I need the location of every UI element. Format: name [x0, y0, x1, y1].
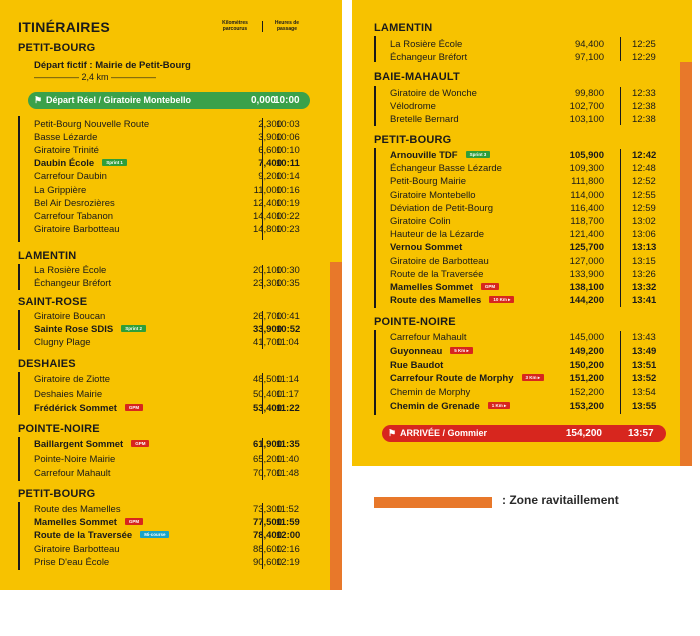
location-name: Giratoire de Wonche	[390, 88, 477, 99]
itinerary-row	[390, 372, 672, 385]
itinerary-row	[390, 202, 672, 215]
km-value: 133,900	[569, 268, 604, 280]
location-name: Chemin de Grenade 1 Km ▸	[390, 400, 510, 413]
location-name: Pointe-Noire Mairie	[34, 453, 116, 465]
km-column-header: Kilomètres parcourus	[222, 20, 248, 32]
section-title: POINTE-NOIRE	[374, 316, 456, 328]
location-name: Route des Mamelles	[34, 504, 121, 515]
itinerary-row	[390, 241, 672, 254]
location-name: Prise D'eau École	[34, 556, 110, 568]
km-value: 14,400	[252, 210, 282, 222]
time-value: 10:19	[276, 197, 300, 209]
km-value: 6,600	[258, 145, 282, 157]
time-value: 11:52	[276, 504, 300, 515]
depart-reel-km: 0,000	[250, 95, 276, 106]
itinerary-row	[390, 228, 672, 241]
itinerary-row	[34, 543, 316, 556]
itinerary-row	[34, 438, 316, 451]
time-value: 12:00	[276, 530, 301, 542]
itinerary-panel-left	[0, 0, 342, 590]
km-value: 20,100	[252, 265, 282, 276]
km-value: 70,700	[252, 468, 282, 479]
itinerary-row	[34, 323, 316, 336]
section-bar	[374, 86, 376, 126]
depart-fictif: Départ fictif : Mairie de Petit-Bourg	[34, 60, 191, 71]
location-name: Giratoire Boucan	[34, 311, 106, 322]
location-name: Vernou Sommet	[390, 242, 463, 254]
km-value: 150,200	[569, 359, 604, 371]
itinerary-row	[34, 453, 316, 466]
itinerary-row	[390, 51, 672, 64]
location-name: Route de la Traversée	[390, 268, 484, 280]
page-title: ITINÉRAIRES	[18, 19, 110, 35]
itinerary-row	[34, 467, 316, 480]
arrivee-time: 13:57	[628, 428, 654, 439]
location-name: La Rosière École	[34, 265, 107, 276]
time-value: 10:41	[276, 311, 300, 322]
category-badge: GPM	[481, 283, 499, 290]
time-value: 13:41	[632, 295, 657, 307]
arrivee-name: ARRIVÉE / Gommier	[400, 428, 488, 438]
km-value: 94,400	[574, 39, 604, 50]
time-value: 11:59	[276, 517, 300, 529]
km-value: 61,900	[252, 439, 282, 450]
itinerary-row	[34, 223, 316, 236]
time-value: 10:16	[276, 184, 300, 196]
km-value: 105,900	[569, 150, 604, 161]
location-name: Bretelle Bernard	[390, 114, 459, 125]
km-value: 50,400	[252, 388, 282, 400]
section-title: BAIE-MAHAULT	[374, 71, 460, 83]
location-name: Guyonneau 5 Km ▸	[390, 345, 473, 358]
km-value: 48,500	[252, 374, 282, 385]
km-value: 11,000	[253, 184, 282, 196]
section-title: PETIT-BOURG	[374, 134, 452, 146]
km-value: 144,200	[569, 295, 604, 307]
location-name: Mamelles Sommet GPM	[390, 281, 499, 294]
location-name: Arnouville TDF Sprint 3	[390, 149, 490, 162]
category-badge: Sprint 1	[102, 159, 127, 166]
location-name: Giratoire de Ziotte	[34, 374, 111, 385]
location-name: Giratoire Montebello	[390, 189, 476, 201]
km-value: 151,200	[569, 373, 604, 385]
itinerary-row	[390, 386, 672, 399]
itinerary-row	[34, 516, 316, 529]
location-name: Bel Air Desrozières	[34, 197, 115, 209]
time-value: 13:52	[632, 373, 657, 385]
itinerary-row	[390, 38, 672, 51]
km-value: 152,200	[569, 387, 604, 399]
km-value: 111,800	[571, 176, 604, 188]
itinerary-row	[34, 556, 316, 569]
itinerary-row	[34, 197, 316, 210]
time-value: 12:38	[632, 114, 656, 125]
time-value: 12:33	[632, 88, 656, 99]
location-name: Petit-Bourg Mairie	[390, 176, 467, 188]
itinerary-row	[34, 144, 316, 157]
category-badge: 10 Km ▸	[489, 296, 514, 303]
section-title: LAMENTIN	[18, 250, 77, 262]
location-name: Deshaies Mairie	[34, 388, 103, 400]
time-value: 10:30	[276, 265, 300, 276]
time-value: 13:55	[632, 401, 657, 412]
section-bar	[18, 502, 20, 570]
section-title: POINTE-NOIRE	[18, 423, 100, 435]
section-title: DESHAIES	[18, 358, 76, 370]
section-bar	[18, 264, 20, 290]
legend-text: : Zone ravitaillement	[502, 493, 619, 507]
flag-icon: ⚑	[34, 95, 43, 105]
itinerary-row	[390, 100, 672, 113]
itinerary-row	[34, 388, 316, 401]
itinerary-row	[390, 345, 672, 358]
itinerary-row	[390, 189, 672, 202]
category-badge: GPM	[131, 440, 149, 447]
time-value: 11:04	[276, 337, 300, 348]
km-value: 125,700	[569, 242, 604, 254]
time-value: 13:15	[632, 255, 656, 267]
location-name: Sainte Rose SDIS Sprint 2	[34, 323, 146, 336]
km-value: 23,300	[252, 278, 282, 289]
km-value: 88,600	[252, 543, 282, 555]
itinerary-row	[390, 294, 672, 307]
time-value: 11:14	[276, 374, 300, 385]
km-value: 12,400	[252, 197, 282, 209]
time-value: 13:32	[632, 282, 657, 293]
section-title: SAINT-ROSE	[18, 296, 88, 308]
time-value: 10:03	[276, 119, 300, 130]
location-name: Vélodrome	[390, 101, 436, 112]
flag-icon: ⚑	[388, 428, 397, 438]
category-badge: Mi-course	[140, 531, 169, 538]
section-bar	[374, 148, 376, 308]
km-value: 26,700	[252, 311, 282, 322]
itinerary-row	[34, 118, 316, 131]
time-value: 13:13	[632, 242, 657, 254]
location-name: La Grippière	[34, 184, 87, 196]
itinerary-row	[390, 268, 672, 281]
time-value: 13:49	[632, 345, 657, 357]
itinerary-row	[390, 113, 672, 126]
itinerary-row	[390, 281, 672, 294]
itinerary-row	[390, 215, 672, 228]
section-bar	[374, 330, 376, 415]
time-value: 12:29	[632, 51, 656, 63]
itinerary-row	[34, 373, 316, 386]
time-value: 12:55	[632, 189, 656, 201]
category-badge: 5 Km ▸	[450, 347, 473, 354]
km-value: 7,400	[258, 158, 282, 170]
time-value: 13:02	[632, 216, 656, 227]
km-value: 153,200	[569, 401, 604, 412]
time-value: 12:19	[276, 556, 300, 568]
location-name: Déviation de Petit-Bourg	[390, 202, 493, 214]
time-value: 11:22	[276, 403, 300, 414]
time-value: 10:52	[276, 324, 301, 335]
itinerary-row	[390, 175, 672, 188]
location-name: Route des Mamelles 10 Km ▸	[390, 294, 514, 307]
location-name: Clugny Plage	[34, 337, 91, 348]
itinerary-row	[390, 149, 672, 162]
time-value: 11:17	[276, 388, 300, 400]
time-value: 11:48	[276, 468, 300, 479]
time-value: 10:23	[276, 223, 300, 235]
km-value: 77,500	[252, 517, 282, 529]
time-value: 12:25	[632, 39, 656, 50]
km-value: 127,000	[569, 255, 604, 267]
location-name: Petit-Bourg Nouvelle Route	[34, 119, 150, 130]
itinerary-row	[34, 184, 316, 197]
location-name: Chemin de Morphy	[390, 387, 471, 399]
location-name: Échangeur Bréfort	[390, 51, 468, 63]
location-name: Giratoire Colin	[390, 216, 451, 227]
depart-reel-pill	[28, 92, 310, 109]
time-value: 10:35	[276, 278, 300, 289]
km-value: 99,800	[574, 88, 604, 99]
itinerary-row	[34, 277, 316, 290]
km-value: 116,400	[570, 202, 604, 214]
time-value: 10:14	[276, 171, 300, 183]
time-value: 10:06	[276, 132, 300, 144]
itinerary-row	[34, 529, 316, 542]
km-value: 103,100	[569, 114, 604, 125]
itinerary-row	[34, 310, 316, 323]
km-value: 14,800	[252, 223, 282, 235]
time-value: 12:48	[632, 163, 656, 175]
category-badge: GPM	[125, 518, 143, 525]
location-name: Giratoire Barbotteau	[34, 223, 120, 235]
time-value: 10:11	[276, 158, 300, 170]
time-value: 13:06	[632, 229, 656, 241]
depart-reel-name: Départ Réel / Giratoire Montebello	[46, 95, 192, 105]
location-name: Carrefour Daubin	[34, 171, 107, 183]
depart-reel-time: 10:00	[274, 95, 300, 106]
location-name: Route de la Traversée Mi-course	[34, 529, 169, 542]
km-value: 149,200	[569, 345, 604, 357]
section-bar	[18, 310, 20, 350]
location-name: Carrefour Mahault	[34, 468, 111, 479]
itinerary-row	[390, 162, 672, 175]
time-value: 13:26	[632, 268, 656, 280]
itinerary-row	[34, 264, 316, 277]
itinerary-row	[34, 503, 316, 516]
km-value: 9,200	[258, 171, 282, 183]
time-column-header: Heures de passage	[274, 20, 300, 32]
time-value: 13:51	[632, 359, 657, 371]
km-value: 3,900	[258, 132, 282, 144]
location-name: Giratoire Barbotteau	[34, 543, 120, 555]
location-name: Giratoire de Barbotteau	[390, 255, 489, 267]
depart-distance: ————— 2,4 km —————	[34, 72, 157, 82]
km-value: 145,000	[569, 332, 604, 343]
section-title: PETIT-BOURG	[18, 488, 96, 500]
itinerary-row	[390, 255, 672, 268]
location-name: Frédérick Sommet GPM	[34, 402, 143, 415]
location-name: Échangeur Basse Lézarde	[390, 163, 502, 175]
itinerary-row	[34, 157, 316, 170]
time-value: 10:10	[276, 145, 300, 157]
section-bar	[18, 437, 20, 481]
location-name: Carrefour Mahault	[390, 332, 467, 343]
section-title: PETIT-BOURG	[18, 42, 96, 54]
location-name: Rue Baudot	[390, 359, 444, 371]
itinerary-row	[390, 87, 672, 100]
section-title: LAMENTIN	[374, 22, 433, 34]
km-value: 121,400	[569, 229, 604, 241]
km-value: 114,000	[570, 189, 604, 201]
category-badge: Sprint 2	[121, 325, 146, 332]
itinerary-row	[34, 336, 316, 349]
km-value: 90,600	[252, 556, 282, 568]
itinerary-row	[34, 402, 316, 415]
location-name: Baillargent Sommet GPM	[34, 438, 149, 451]
arrivee-km: 154,200	[565, 428, 602, 439]
km-value: 138,100	[569, 282, 604, 293]
category-badge: 3 Km ▸	[522, 374, 545, 381]
itinerary-row	[390, 331, 672, 344]
itinerary-row	[390, 359, 672, 372]
zone-ravitaillement-strip	[680, 62, 692, 466]
time-value: 12:59	[632, 202, 656, 214]
section-bar	[18, 372, 20, 415]
location-name: Mamelles Sommet GPM	[34, 516, 143, 529]
location-name: La Rosière École	[390, 39, 463, 50]
location-name: Hauteur de la Lézarde	[390, 229, 485, 241]
location-name: Échangeur Bréfort	[34, 278, 112, 289]
time-value: 11:35	[276, 439, 300, 450]
section-bar	[18, 116, 20, 242]
km-value: 97,100	[574, 51, 604, 63]
location-name: Carrefour Route de Morphy 3 Km ▸	[390, 372, 544, 385]
section-bar	[374, 36, 376, 62]
time-value: 11:40	[276, 453, 300, 465]
category-badge: Sprint 3	[466, 151, 491, 158]
km-value: 53,400	[252, 403, 282, 414]
category-badge: GPM	[125, 404, 143, 411]
km-value: 33,900	[252, 324, 282, 335]
arrivee-pill	[382, 425, 666, 442]
legend-swatch	[374, 497, 492, 508]
itinerary-row	[34, 131, 316, 144]
location-name: Carrefour Tabanon	[34, 210, 114, 222]
km-value: 109,300	[569, 163, 604, 175]
km-value: 2,300	[258, 119, 282, 130]
km-value: 78,400	[252, 530, 282, 542]
time-value: 12:38	[632, 101, 656, 112]
time-value: 13:43	[632, 332, 656, 343]
km-value: 118,700	[570, 216, 604, 227]
time-value: 12:52	[632, 176, 656, 188]
category-badge: 1 Km ▸	[488, 402, 511, 409]
zone-ravitaillement-strip	[330, 262, 342, 590]
itinerary-row	[34, 210, 316, 223]
location-name: Basse Lézarde	[34, 132, 98, 144]
km-value: 65,200	[252, 453, 282, 465]
time-value: 10:22	[276, 210, 300, 222]
time-value: 12:42	[632, 150, 657, 161]
km-value: 73,300	[252, 504, 282, 515]
itinerary-row	[390, 400, 672, 413]
km-value: 102,700	[569, 101, 604, 112]
time-value: 12:16	[276, 543, 300, 555]
header-separator	[262, 21, 263, 32]
itinerary-row	[34, 170, 316, 183]
location-name: Giratoire Trinité	[34, 145, 99, 157]
location-name: Daubin École Sprint 1	[34, 157, 127, 170]
km-value: 41,700	[252, 337, 282, 348]
time-value: 13:54	[632, 387, 656, 399]
